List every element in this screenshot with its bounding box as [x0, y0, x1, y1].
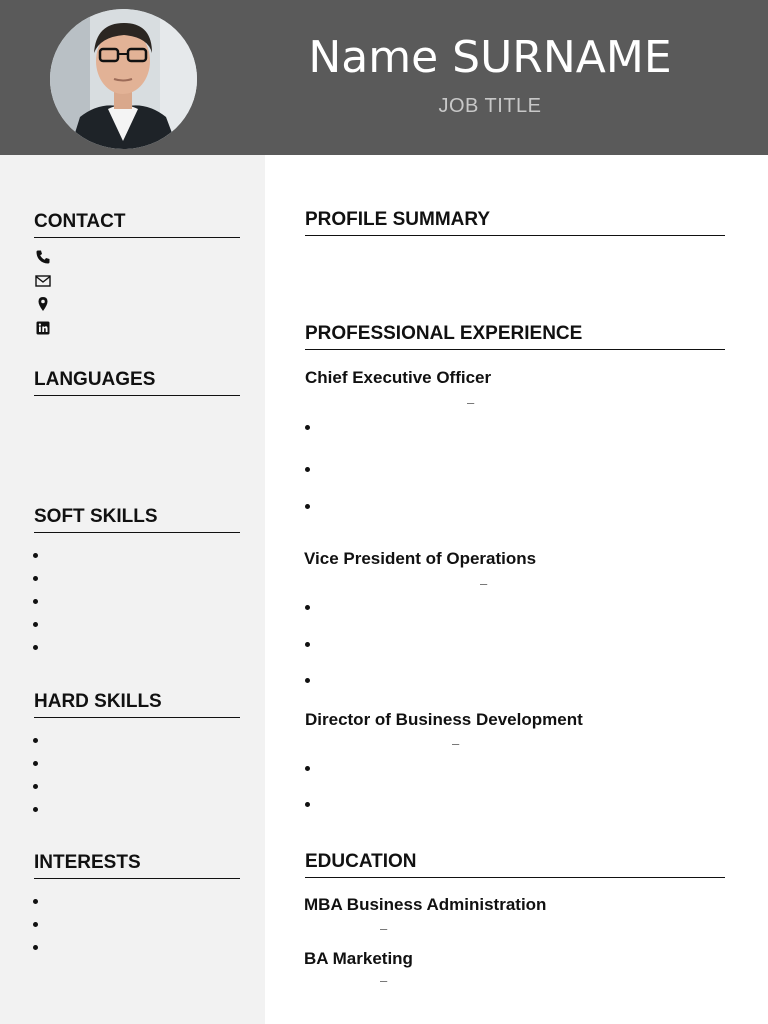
location-icon [35, 296, 51, 312]
hard-skills-heading: HARD SKILLS [34, 691, 240, 718]
linkedin-icon [35, 320, 51, 336]
soft-skills-heading: SOFT SKILLS [34, 506, 240, 533]
hard-skill-bullet [33, 807, 38, 812]
experience-bullet [305, 605, 310, 610]
education-date-separator: – [380, 973, 388, 988]
profile-summary-heading: PROFILE SUMMARY [305, 209, 725, 236]
soft-skill-bullet [33, 576, 38, 581]
languages-heading: LANGUAGES [34, 369, 240, 396]
soft-skill-bullet [33, 645, 38, 650]
hard-skill-bullet [33, 784, 38, 789]
hard-skill-bullet [33, 761, 38, 766]
experience-bullet [305, 642, 310, 647]
soft-skill-bullet [33, 553, 38, 558]
interests-heading: INTERESTS [34, 852, 240, 879]
hard-skill-bullet [33, 738, 38, 743]
phone-icon [35, 249, 51, 265]
experience-position: Vice President of Operations [304, 549, 537, 568]
contact-heading: CONTACT [34, 211, 240, 238]
experience-bullet [305, 766, 310, 771]
interest-bullet [33, 922, 38, 927]
education-heading: EDUCATION [305, 851, 725, 878]
soft-skill-bullet [33, 622, 38, 627]
experience-bullet [305, 425, 310, 430]
experience-date-separator: – [452, 736, 460, 751]
experience-bullet [305, 802, 310, 807]
soft-skill-bullet [33, 599, 38, 604]
professional-experience-heading: PROFESSIONAL EXPERIENCE [305, 323, 725, 350]
candidate-name: Name SURNAME [308, 32, 672, 83]
education-degree: MBA Business Administration [304, 895, 547, 914]
experience-position: Director of Business Development [305, 710, 583, 729]
interest-bullet [33, 945, 38, 950]
experience-bullet [305, 467, 310, 472]
education-degree: BA Marketing [304, 949, 413, 968]
email-icon [35, 273, 51, 289]
resume-header [0, 0, 768, 155]
experience-bullet [305, 678, 310, 683]
experience-date-separator: – [480, 576, 488, 591]
profile-photo [50, 9, 197, 149]
experience-position: Chief Executive Officer [305, 368, 492, 387]
experience-bullet [305, 504, 310, 509]
profile-photo-image [50, 9, 197, 149]
education-date-separator: – [380, 921, 388, 936]
candidate-job-title: JOB TITLE [438, 95, 542, 117]
experience-date-separator: – [467, 395, 475, 410]
interest-bullet [33, 899, 38, 904]
